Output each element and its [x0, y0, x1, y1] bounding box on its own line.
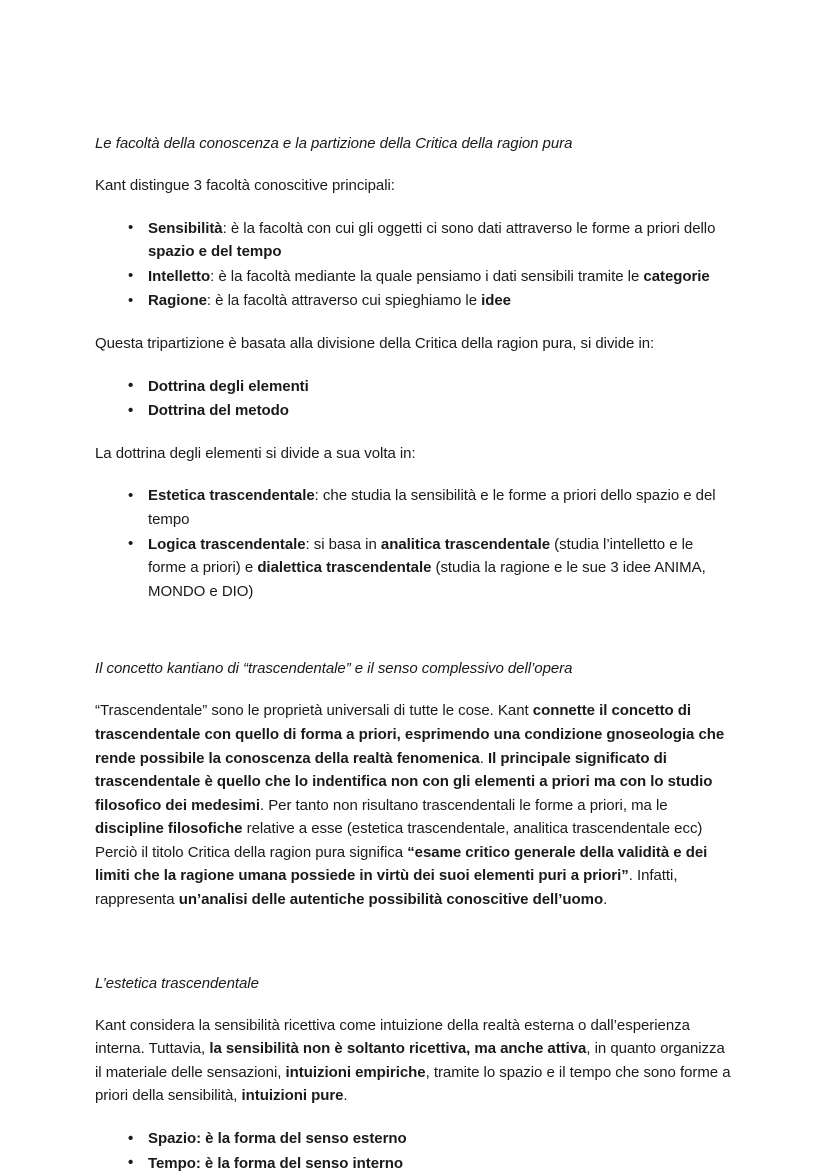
- text-run: .: [343, 1087, 348, 1105]
- bullet-emphasis: analitica trascendentale: [380, 535, 551, 553]
- list-item: [95, 289, 733, 313]
- paragraph-intro-facolta: Kant distingue 3 facoltà conoscitive principali:: [95, 177, 395, 194]
- bullet-text: Spazio: è la forma del senso esterno: [148, 1130, 407, 1148]
- bullet-term: Logica trascendentale: [148, 535, 306, 553]
- text-run-bold: “esame critico generale della validità e dei limiti che la ragione umana possiede in virtù dei suoi elementi puri a priori”: [95, 843, 708, 885]
- bullet-term: Intelletto: [148, 267, 211, 285]
- bullet-term: Estetica trascendentale: [148, 487, 315, 505]
- paragraph-tripartizione: Questa tripartizione è basata alla divisione della Critica della ragion pura, si divide in:: [95, 334, 655, 352]
- bullet-text: : si basa in: [305, 535, 381, 553]
- bullet-text: Tempo: è la forma del senso interno: [148, 1154, 404, 1171]
- list-item: [95, 217, 733, 264]
- list-item: [95, 484, 733, 531]
- text-run-bold: Il principale significato di trascendentale è quello che lo indentifica non con gli elementi a priori ma con lo studio filosofico dei medesimi: [95, 749, 713, 814]
- paragraph-dottrina-elementi: La dottrina degli elementi si divide a sua volta in:: [95, 444, 416, 462]
- section-facolta-conoscenza: [95, 132, 733, 603]
- bullet-emphasis: spazio e del tempo: [148, 243, 282, 261]
- list-item: [95, 1152, 733, 1171]
- list-item: [95, 1127, 733, 1151]
- text-run: .: [479, 749, 488, 767]
- section-estetica-trascendentale: [95, 972, 733, 1171]
- bullet-emphasis: idee: [481, 292, 511, 310]
- bullet-text: (studia la ragione e le sue 3 idee ANIMA, MONDO e DIO): [148, 559, 706, 600]
- text-run: Kant considera la sensibilità ricettiva come intuizione della realtà esterna o dall’esperienza interna. Tuttavia,: [95, 1016, 690, 1058]
- section-spacer: [95, 926, 733, 972]
- section-heading-3: L’estetica trascendentale: [95, 974, 259, 992]
- bullet-term: Ragione: [148, 292, 207, 310]
- bullet-term: Sensibilità: [148, 219, 223, 237]
- list-item: [95, 533, 733, 604]
- section-spacer: [95, 617, 733, 657]
- bullet-text: (studia l’intelletto e le forme a priori) e: [148, 535, 694, 577]
- bullet-list-elementi: [95, 484, 733, 603]
- bullet-emphasis: categorie: [643, 267, 710, 285]
- bullet-text: : è la facoltà attraverso cui spieghiamo le: [206, 292, 482, 310]
- text-run-bold: intuizioni pure: [241, 1087, 344, 1105]
- text-run-bold: connette il concetto di trascendentale con quello di forma a priori, esprimendo una condizione gnoseologia che rende possibile la conoscenza della realtà fenomenica: [95, 702, 725, 767]
- text-run-bold: la sensibilità non è soltanto ricettiva, ma anche attiva: [209, 1040, 587, 1058]
- bullet-emphasis: dialettica trascendentale: [257, 559, 432, 577]
- document-body: [95, 132, 733, 1171]
- text-run: . Per tanto non risultano trascendentali le forme a priori, ma le: [259, 796, 668, 814]
- text-run: , tramite lo spazio e il tempo che sono forme a priori della sensibilità,: [95, 1063, 731, 1105]
- text-run: , in quanto organizza il materiale delle sensazioni,: [95, 1040, 725, 1081]
- bullet-text: Dottrina degli elementi: [148, 377, 309, 395]
- text-run: .: [603, 891, 608, 909]
- text-run: “Trascendentale” sono le proprietà universali di tutte le cose. Kant: [95, 702, 533, 720]
- list-item: [95, 375, 733, 399]
- section-heading-2: Il concetto kantiano di “trascendentale” e il senso complessivo dell’opera: [95, 660, 573, 678]
- bullet-list-spazio-tempo: [95, 1127, 733, 1171]
- bullet-text: : è la facoltà con cui gli oggetti ci sono dati attraverso le forme a priori dello: [222, 219, 716, 237]
- section-concetto-trascendentale: [95, 657, 733, 911]
- section-heading-1: Le facoltà della conoscenza e la partizione della Critica della ragion pura: [95, 135, 573, 152]
- text-run-bold: intuizioni empiriche: [285, 1063, 426, 1081]
- text-run: . Infatti, rappresenta: [95, 867, 678, 909]
- bullet-text: : che studia la sensibilità e le forme a priori dello spazio e del tempo: [148, 487, 716, 528]
- list-item: [95, 399, 733, 423]
- paragraph-estetica: [95, 1014, 733, 1108]
- bullet-text: : è la facoltà mediante la quale pensiamo i dati sensibili tramite le: [210, 267, 644, 285]
- bullet-text: Dottrina del metodo: [148, 402, 289, 420]
- text-run: relative a esse (estetica trascendentale, analitica trascendentale ecc) Perciò il titolo Critica della ragion pura significa: [95, 820, 703, 861]
- text-run-bold: un’analisi delle autentiche possibilità conoscitive dell’uomo: [178, 891, 604, 909]
- text-run-bold: discipline filosofiche: [95, 820, 243, 838]
- list-item: [95, 265, 733, 289]
- bullet-list-facolta: [95, 217, 733, 313]
- bullet-list-dottrine: [95, 375, 733, 423]
- paragraph-trascendentale: [95, 699, 733, 911]
